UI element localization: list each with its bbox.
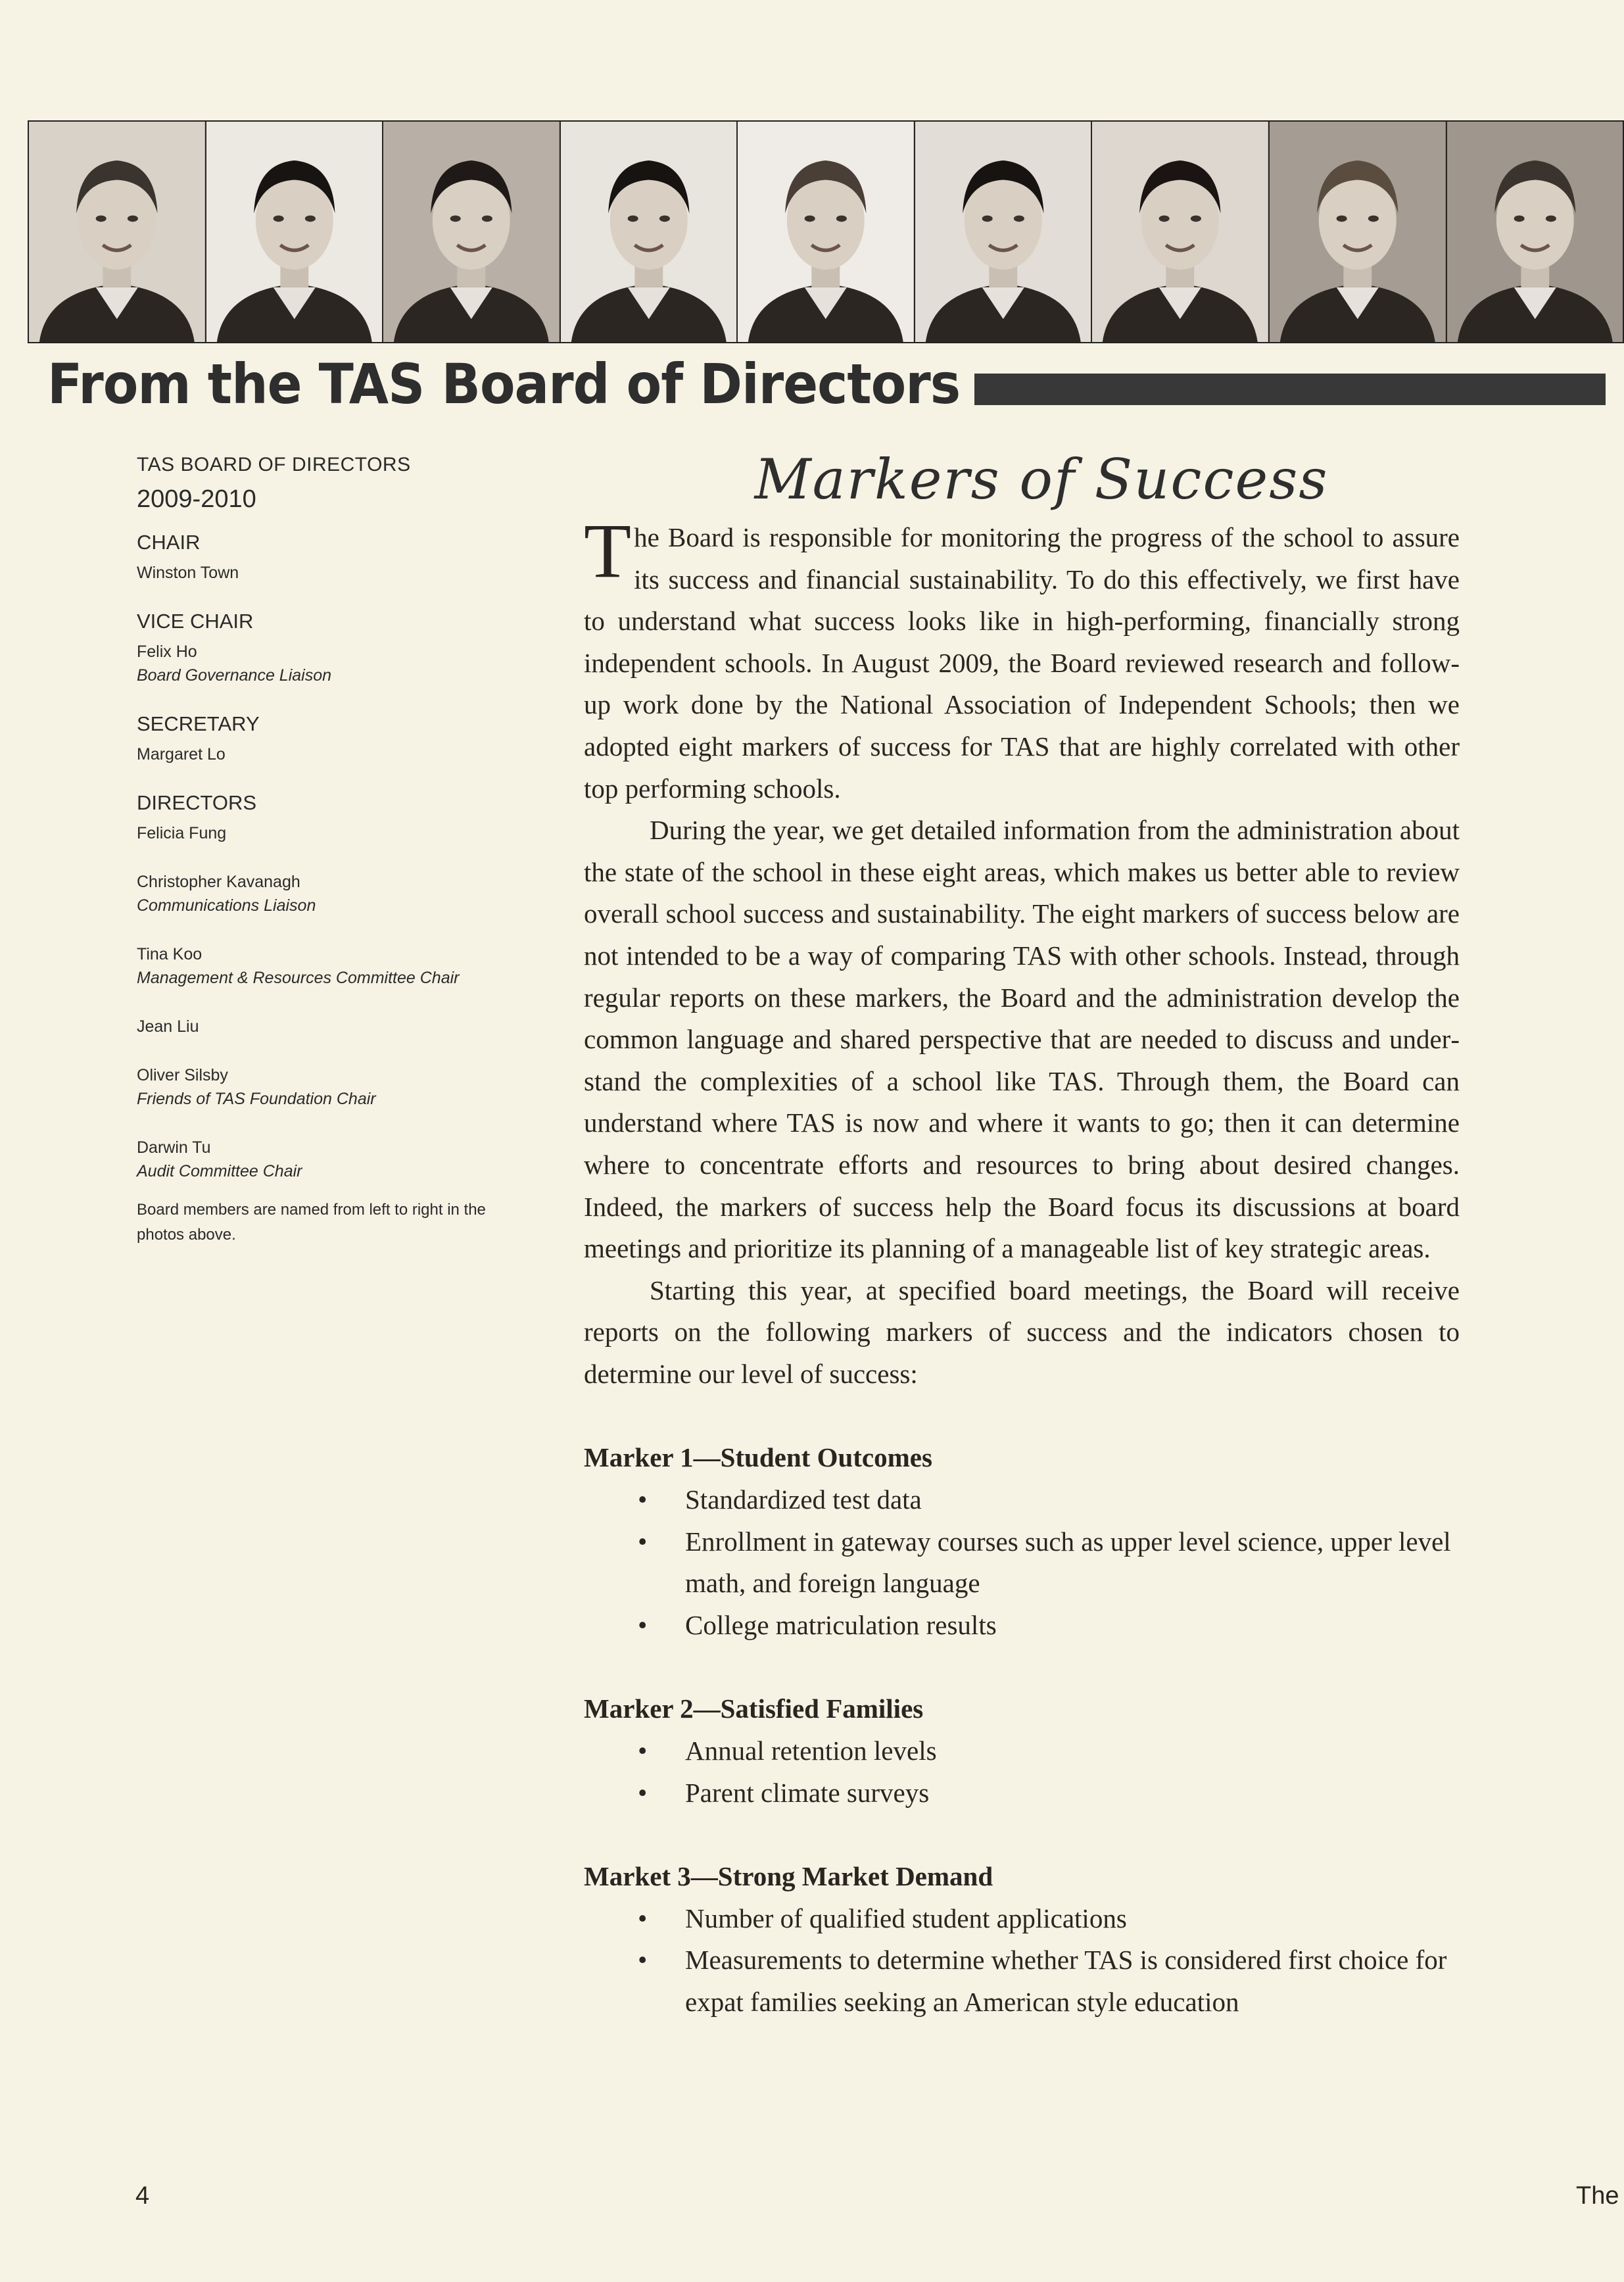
bullet-icon: •	[638, 1777, 648, 1808]
board-member-photo	[1447, 122, 1623, 342]
director-entry	[137, 1136, 505, 1183]
bullet-icon: •	[638, 1526, 648, 1557]
director-name: Tina Koo	[137, 945, 203, 963]
directors-list	[137, 821, 505, 1183]
director-entry	[137, 1015, 505, 1038]
roster-heading: TAS BOARD OF DIRECTORS	[137, 454, 411, 475]
vice-chair-title: Board Governance Liaison	[137, 666, 332, 685]
director-entry	[137, 1063, 505, 1111]
list-item: • Enrollment in gateway courses such as upper level science, upper level math, and foreign language	[584, 1521, 1460, 1605]
board-member-photo	[915, 122, 1093, 342]
board-roster-sidebar	[137, 454, 505, 1248]
board-member-photo	[206, 122, 384, 342]
board-member-photo	[29, 122, 206, 342]
roster-years: 2009-2010	[137, 485, 256, 513]
board-member-photo	[738, 122, 915, 342]
page-number: 4	[135, 2182, 150, 2210]
director-entry	[137, 870, 505, 917]
directors-label: DIRECTORS	[137, 791, 257, 814]
director-entry	[137, 821, 505, 845]
bullet-icon: •	[638, 1609, 648, 1640]
board-member-photo	[561, 122, 738, 342]
bullet-icon: •	[638, 1484, 648, 1515]
section-banner	[47, 352, 1606, 418]
vice-chair-label: VICE CHAIR	[137, 610, 254, 633]
chair-label: CHAIR	[137, 531, 201, 554]
director-name: Jean Liu	[137, 1017, 199, 1036]
marker-heading: Market 3—Strong Market Demand	[584, 1861, 993, 1892]
marker-heading: Marker 1—Student Outcomes	[584, 1442, 932, 1473]
marker-heading: Marker 2—Satisfied Families	[584, 1693, 924, 1724]
director-entry	[137, 942, 505, 990]
list-item: • Parent climate surveys	[584, 1772, 1460, 1814]
list-item: • Number of qualified student applications	[584, 1898, 1460, 1940]
board-member-photo	[1270, 122, 1447, 342]
marker-indicator-list	[584, 1479, 1460, 1646]
director-name: Felicia Fung	[137, 824, 227, 842]
list-item: • Measurements to determine whether TAS is considered first choice for expat families seeking an American style education	[584, 1939, 1460, 2023]
markers-section	[584, 1437, 1460, 2023]
chair-name: Winston Town	[137, 564, 239, 582]
bullet-icon: •	[638, 1736, 648, 1766]
bullet-icon: •	[638, 1903, 648, 1933]
vice-chair-name: Felix Ho	[137, 643, 197, 661]
marker-indicator-list	[584, 1730, 1460, 1814]
director-title: Friends of TAS Foundation Chair	[137, 1090, 376, 1108]
article-paragraph-3: Starting this year, at specified board meetings, the Board will receive reports on the following markers of success and the indicators chosen to determine our level of success:	[584, 1275, 1460, 1389]
director-title: Communications Liaison	[137, 896, 316, 915]
drop-cap: T	[584, 508, 632, 594]
list-item: • College matriculation results	[584, 1605, 1460, 1647]
director-name: Oliver Silsby	[137, 1066, 228, 1084]
article-title: Markers of Success	[754, 447, 1329, 512]
article-paragraph-2: During the year, we get detailed information from the administration about the state of the school in these eight areas, which makes us better able to review overall school success and sustainability. The eight markers of success below are not intended to be a way of comparing TAS with other schools. Instead, through regular reports on these markers, the Board and the administration develop the common language and shared perspective that are needed to discuss and understand the complexities of a school like TAS. Through them, the Board can understand where TAS is now and where it wants to go; then it can determine where to concentrate efforts and resources to bring about desired changes. Indeed, the markers of success help the Board focus its discussions at board meetings and prioritize its planning of a manageable list of key strategic areas.	[584, 815, 1460, 1264]
roster-note: Board members are named from left to right in the photos above.	[137, 1201, 486, 1244]
secretary-name: Margaret Lo	[137, 745, 226, 764]
bullet-icon: •	[638, 1945, 648, 1976]
banner-rule	[974, 374, 1606, 405]
banner-title: From the TAS Board of Directors	[47, 352, 961, 417]
article-paragraph-1: The Board is responsible for monitoring the progress of the school to assure its success and financial sustainability. To do this effectively, we first have to understand what success looks like in high-performing, financially strong independent schools. In August 2009, the Board reviewed research and follow-up work done by the National Association of Independent Schools; then we adopted eight markers of success for TAS that are highly correlated with other top performing schools.	[584, 508, 1460, 804]
marker-indicator-list	[584, 1898, 1460, 2024]
director-name: Darwin Tu	[137, 1138, 211, 1157]
secretary-label: SECRETARY	[137, 712, 260, 735]
article	[584, 447, 1460, 2024]
board-photo-strip	[28, 120, 1624, 343]
next-page-word: The	[1576, 2182, 1619, 2210]
board-member-photo	[383, 122, 561, 342]
list-item: • Standardized test data	[584, 1479, 1460, 1521]
board-member-photo	[1092, 122, 1270, 342]
director-name: Christopher Kavanagh	[137, 873, 300, 891]
director-title: Audit Committee Chair	[137, 1162, 302, 1180]
director-title: Management & Resources Committee Chair	[137, 969, 460, 987]
list-item: • Annual retention levels	[584, 1730, 1460, 1772]
